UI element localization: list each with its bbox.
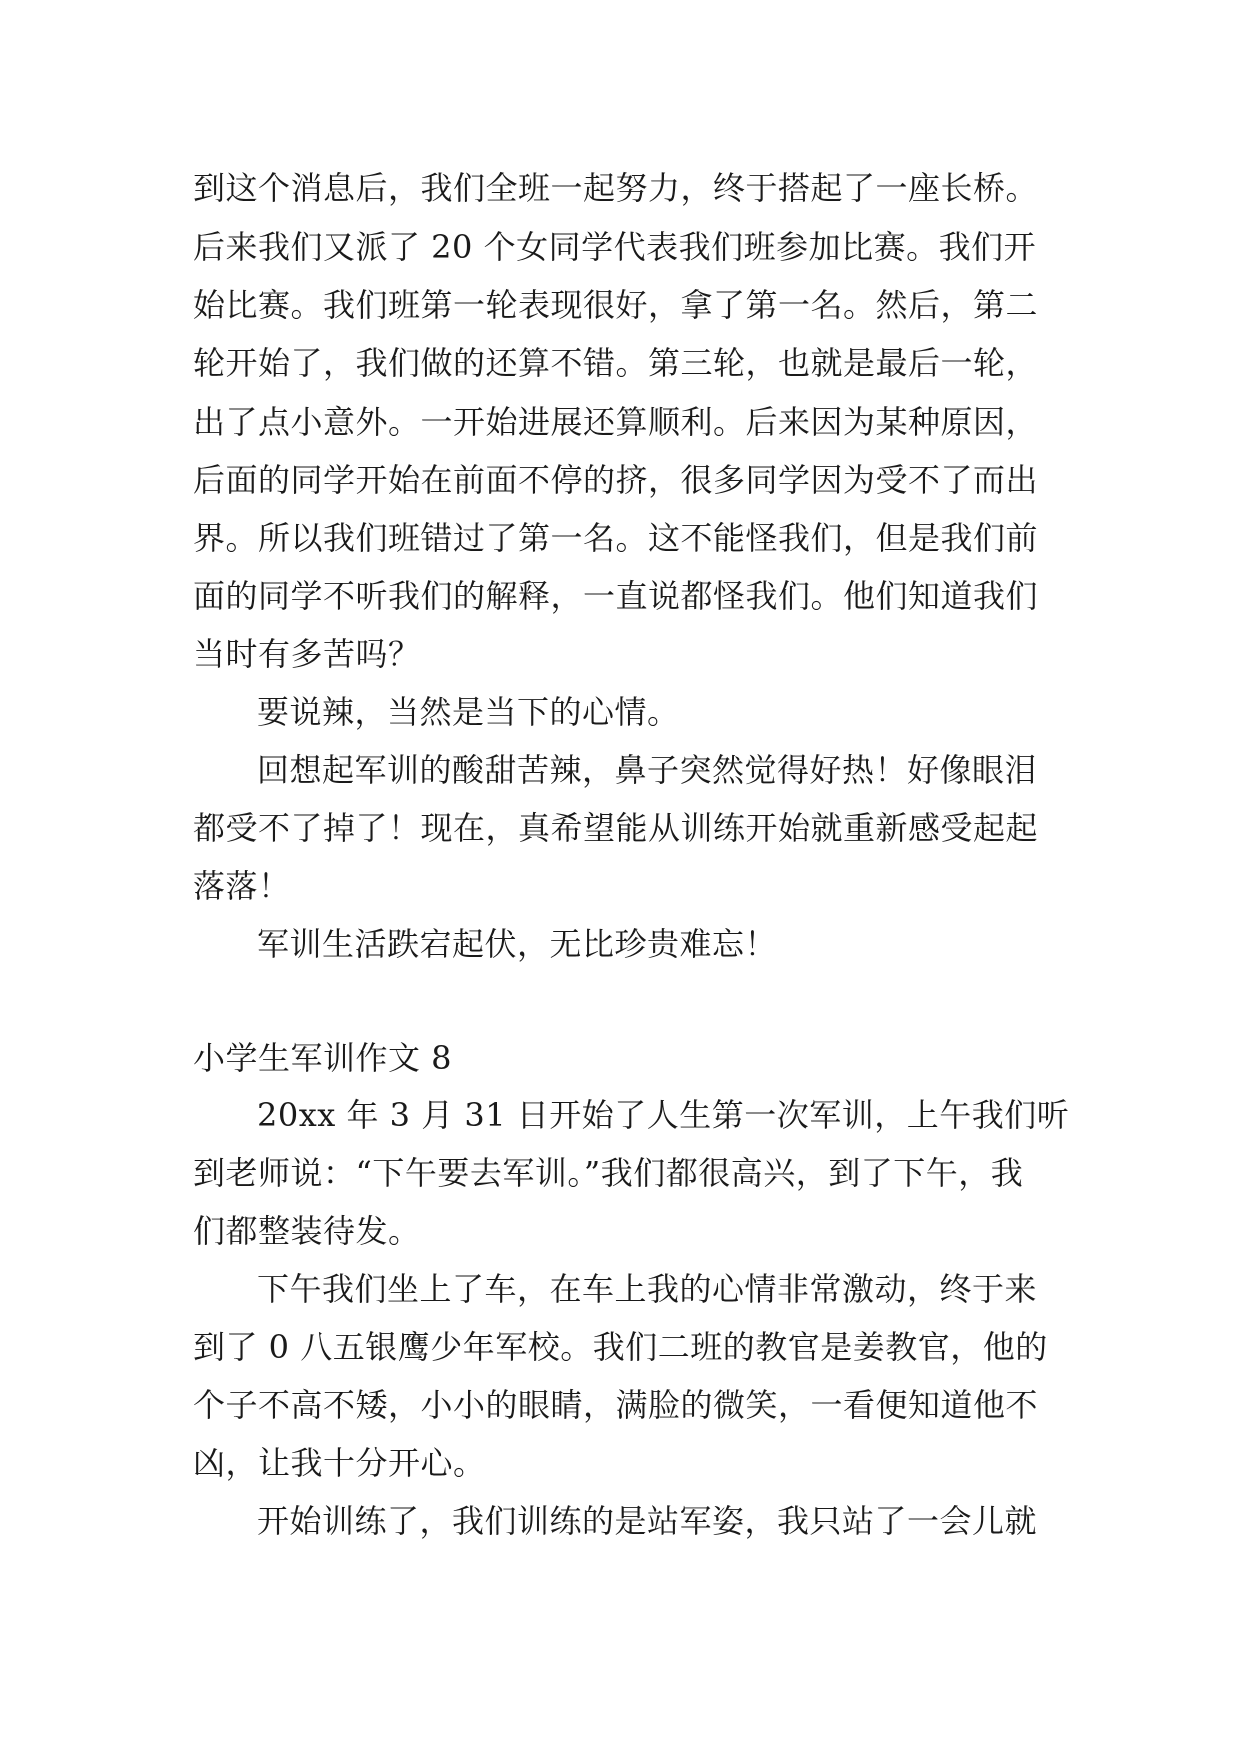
paragraph-line: 要说辣，当然是当下的心情。 [257,693,680,731]
paragraph-line: 到老师说：“下午要去军训。”我们都很高兴，到了下午，我 [193,1154,1024,1192]
paragraph-line: 回想起军训的酸甜苦辣，鼻子突然觉得好热！好像眼泪 [257,751,1038,789]
paragraph-line: 20xx 年 3 月 31 日开始了人生第一次军训，上午我们听 [257,1096,1070,1134]
paragraph-line: 开始训练了，我们训练的是站军姿，我只站了一会儿就 [257,1502,1038,1540]
paragraph-line: 出了点小意外。一开始进展还算顺利。后来因为某种原因， [193,403,1039,441]
paragraph-line: 都受不了掉了！现在，真希望能从训练开始就重新感受起起 [193,809,1039,847]
paragraph-line: 轮开始了，我们做的还算不错。第三轮，也就是最后一轮， [193,344,1039,382]
paragraph-line: 后来我们又派了 20 个女同学代表我们班参加比赛。我们开 [193,228,1037,266]
paragraph-line: 落落！ [193,867,291,905]
paragraph-line: 后面的同学开始在前面不停的挤，很多同学因为受不了而出 [193,461,1039,499]
paragraph-line: 军训生活跌宕起伏，无比珍贵难忘！ [257,925,778,963]
paragraph-line: 下午我们坐上了车，在车上我的心情非常激动，终于来 [257,1270,1038,1308]
paragraph-line: 个子不高不矮，小小的眼睛，满脸的微笑，一看便知道他不 [193,1386,1039,1424]
paragraph-line: 界。所以我们班错过了第一名。这不能怪我们，但是我们前 [193,519,1039,557]
paragraph-line: 到这个消息后，我们全班一起努力，终于搭起了一座长桥。 [193,169,1039,207]
paragraph-line: 凶，让我十分开心。 [193,1444,486,1482]
paragraph-line: 始比赛。我们班第一轮表现很好，拿了第一名。然后，第二 [193,286,1039,324]
paragraph-line: 当时有多苦吗？ [193,635,421,673]
paragraph-line: 面的同学不听我们的解释，一直说都怪我们。他们知道我们 [193,577,1039,615]
section-title: 小学生军训作文 8 [193,1039,453,1077]
paragraph-line: 到了 0 八五银鹰少年军校。我们二班的教官是姜教官，他的 [193,1328,1048,1366]
paragraph-line: 们都整装待发。 [193,1212,421,1250]
